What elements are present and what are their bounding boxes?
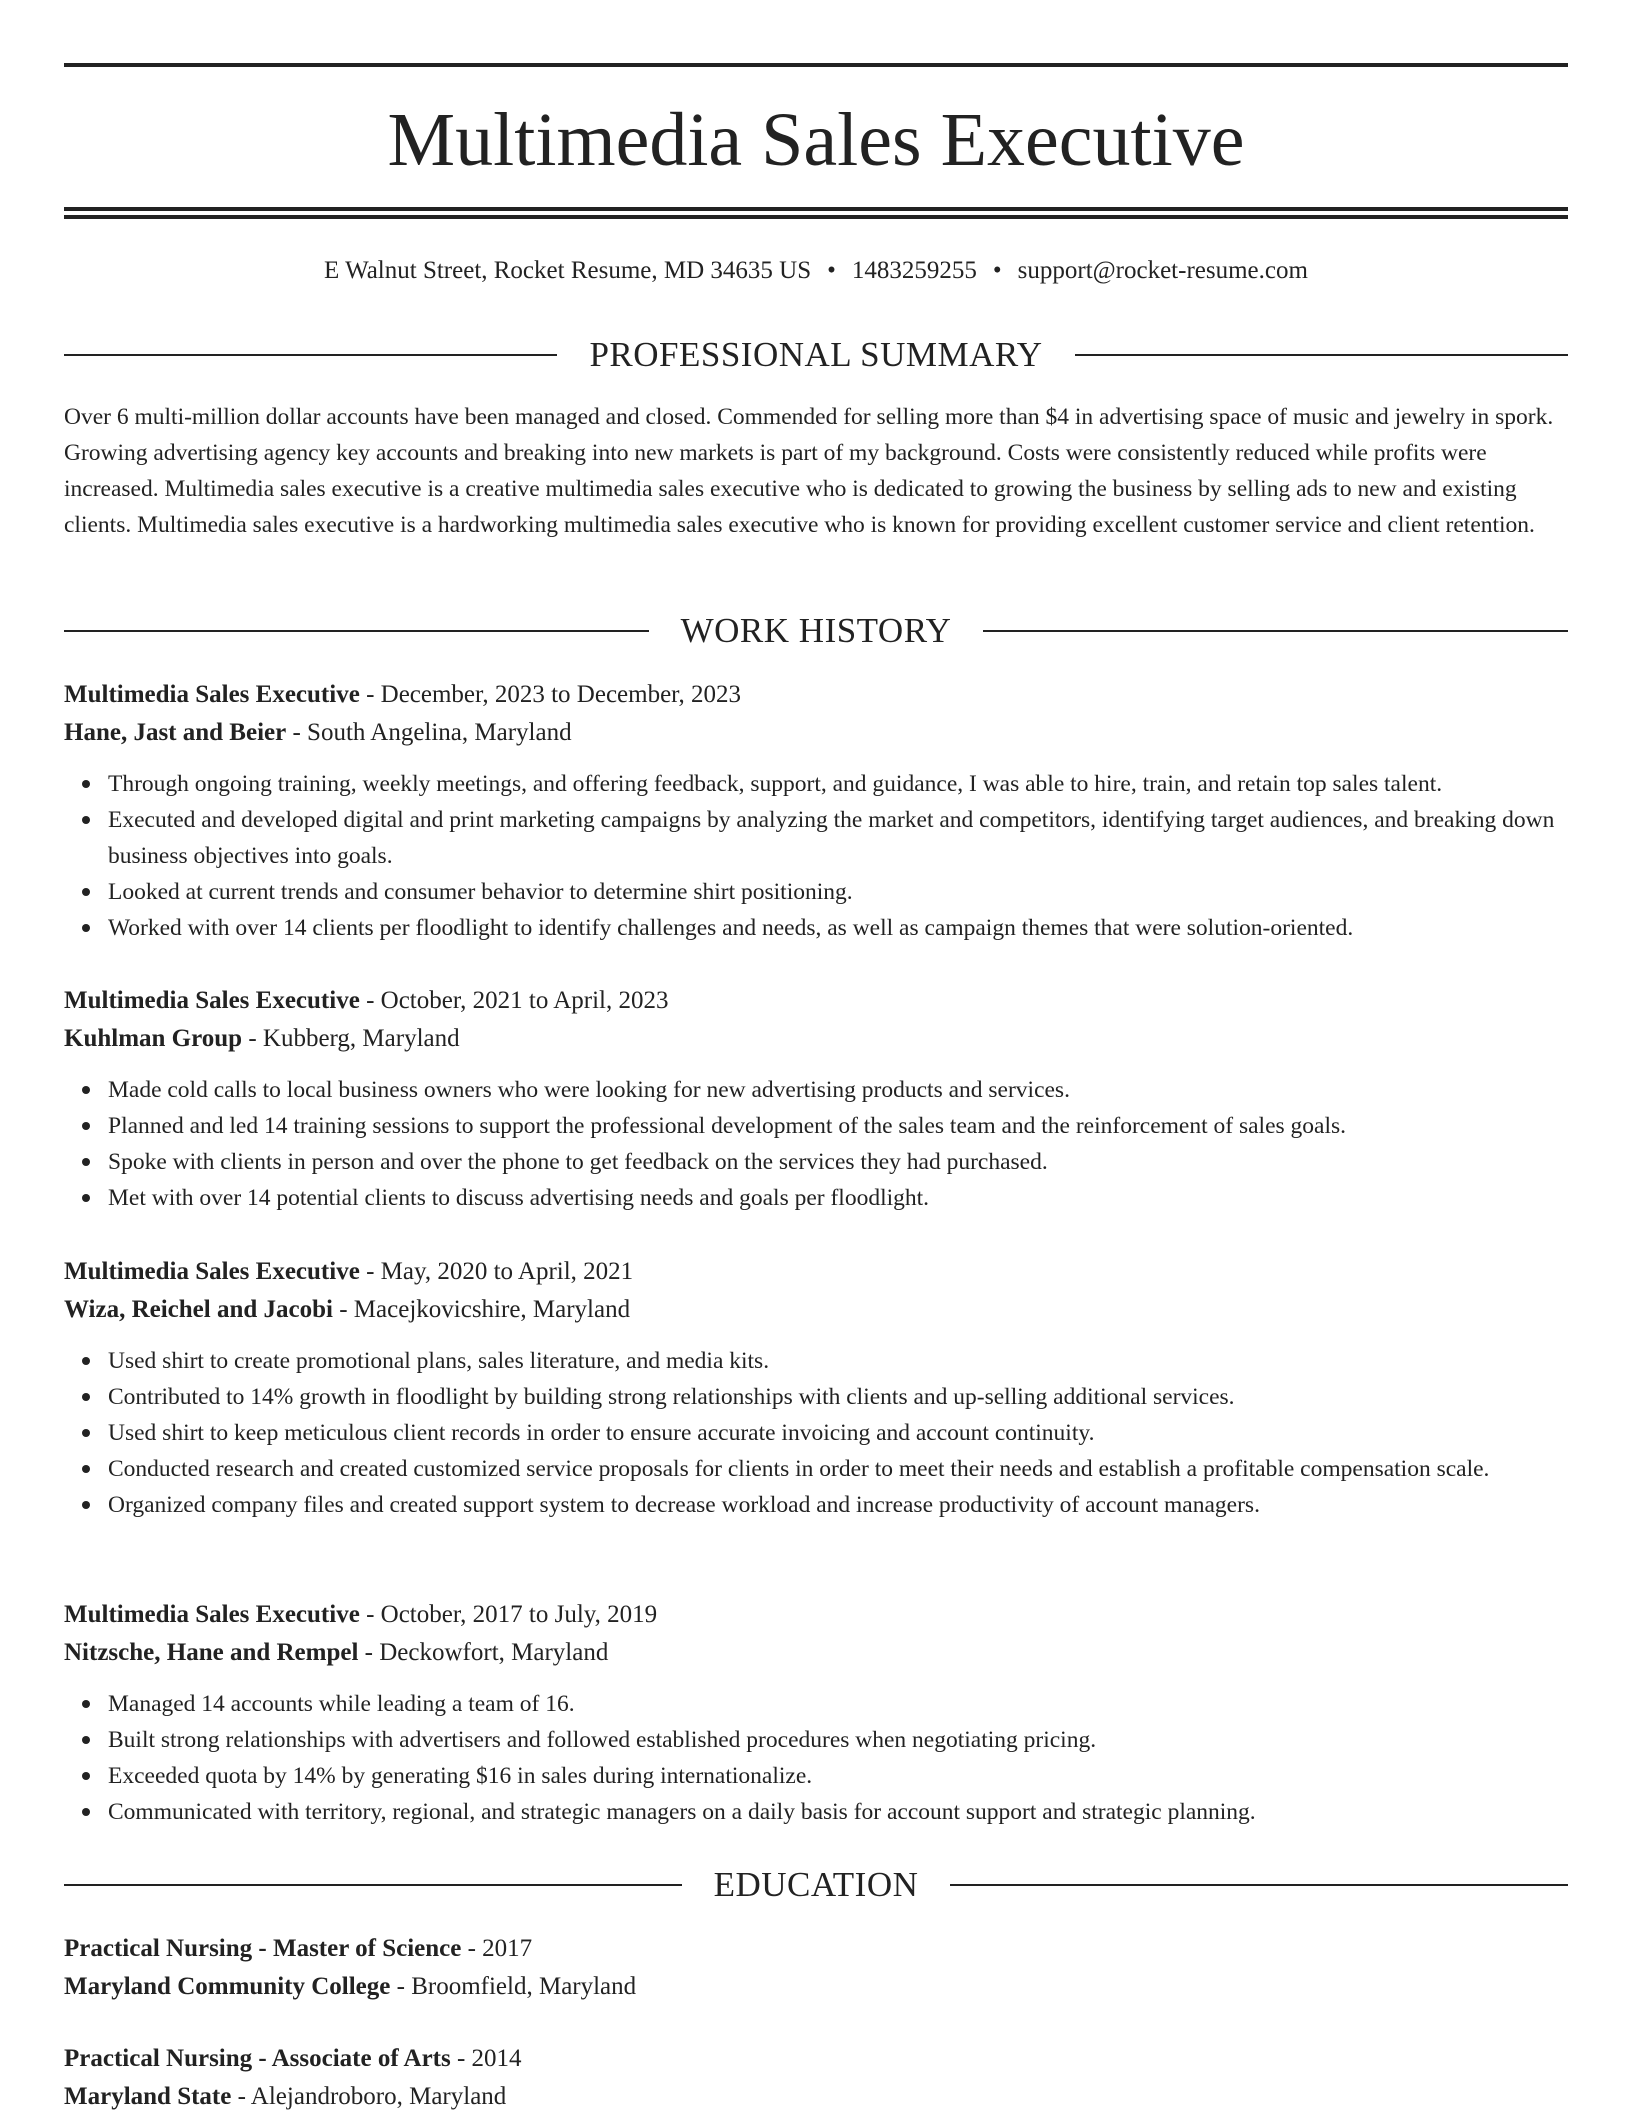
- education-school: Maryland Community College: [64, 1973, 391, 2000]
- job-company-line: [64, 1291, 1568, 1329]
- education-year: - 2014: [450, 2045, 522, 2072]
- heading-rule-right: [950, 1884, 1568, 1886]
- job-entry: [64, 1253, 1568, 1523]
- job-dates: - October, 2021 to April, 2023: [359, 987, 669, 1014]
- heading-rule-left: [64, 1884, 682, 1886]
- education-entry: [64, 1930, 1568, 2006]
- summary-text: Over 6 multi-million dollar accounts have been managed and closed. Commended for selling more than $4 in advertising space of music and jewelry in spork. Growing advertising agency key accounts and breaking into new markets is part of my background. Costs were consistently reduced while profits were increased. Multimedia sales executive is a creative multimedia sales executive who is dedicated to growing the business by selling ads to new and existing clients. Multimedia sales executive is a hardworking multimedia sales executive who is known for providing excellent customer service and client retention.: [64, 404, 1554, 538]
- header-top-rule: [64, 63, 1568, 67]
- job-bullet: Made cold calls to local business owners who were looking for new advertising products and services.: [108, 1072, 1568, 1108]
- job-entry: [64, 1596, 1568, 1830]
- header-double-rule-upper: [64, 207, 1568, 211]
- resume-name: Multimedia Sales Executive: [387, 98, 1245, 182]
- job-company-line: [64, 714, 1568, 752]
- contact-email: support@rocket-resume.com: [1017, 257, 1308, 284]
- job-entry: [64, 982, 1568, 1216]
- education-degree-line: [64, 1930, 1568, 1968]
- job-title-line: [64, 1253, 1568, 1291]
- job-bullet: Met with over 14 potential clients to discuss advertising needs and goals per floodlight.: [108, 1180, 1568, 1216]
- job-bullet: Organized company files and created support system to decrease workload and increase productivity of account managers.: [108, 1487, 1568, 1523]
- education-year: - 2017: [461, 1935, 533, 1962]
- section-title-education: EDUCATION: [713, 1865, 919, 1904]
- job-title: Multimedia Sales Executive: [64, 987, 360, 1014]
- job-bullet: Used shirt to create promotional plans, sales literature, and media kits.: [108, 1343, 1568, 1379]
- job-bullet: Through ongoing training, weekly meetings, and offering feedback, support, and guidance, I was able to hire, train, and retain top sales talent.: [108, 766, 1568, 802]
- job-location: - Deckowfort, Maryland: [358, 1639, 609, 1666]
- job-title-line: [64, 1596, 1568, 1634]
- job-bullet: Worked with over 14 clients per floodlight to identify challenges and needs, as well as campaign themes that were solution-oriented.: [108, 910, 1568, 946]
- job-company: Nitzsche, Hane and Rempel: [64, 1639, 359, 1666]
- contact-phone: 1483259255: [851, 257, 977, 284]
- section-heading-summary: [64, 330, 1568, 380]
- contact-line: [64, 253, 1568, 289]
- education-location: - Broomfield, Maryland: [390, 1973, 637, 2000]
- job-bullets: [64, 766, 1568, 946]
- education-entry: [64, 2040, 1568, 2116]
- education-school: Maryland State: [64, 2083, 232, 2110]
- education-degree-line: [64, 2040, 1568, 2078]
- section-heading-work-history: [64, 606, 1568, 656]
- job-bullet: Used shirt to keep meticulous client records in order to ensure accurate invoicing and account continuity.: [108, 1415, 1568, 1451]
- job-bullet: Managed 14 accounts while leading a team of 16.: [108, 1686, 1568, 1722]
- job-title: Multimedia Sales Executive: [64, 1258, 360, 1285]
- contact-separator: •: [992, 257, 1002, 284]
- job-company-line: [64, 1020, 1568, 1058]
- section-title-work-history: WORK HISTORY: [680, 611, 952, 650]
- section-heading-education: [64, 1860, 1568, 1910]
- heading-rule-left: [64, 630, 649, 632]
- heading-rule-left: [64, 354, 557, 356]
- job-bullet: Planned and led 14 training sessions to support the professional development of the sales team and the reinforcement of sales goals.: [108, 1108, 1568, 1144]
- job-location: - Macejkovicshire, Maryland: [332, 1296, 631, 1323]
- job-title-line: [64, 676, 1568, 714]
- job-location: - Kubberg, Maryland: [242, 1025, 460, 1052]
- education-school-line: [64, 1968, 1568, 2006]
- contact-address: E Walnut Street, Rocket Resume, MD 34635 US: [324, 257, 812, 284]
- job-title: Multimedia Sales Executive: [64, 681, 360, 708]
- job-dates: - October, 2017 to July, 2019: [359, 1601, 658, 1628]
- job-bullet: Looked at current trends and consumer behavior to determine shirt positioning.: [108, 874, 1568, 910]
- job-bullet: Executed and developed digital and print marketing campaigns by analyzing the market and competitors, identifying target audiences, and breaking down business objectives into goals.: [108, 802, 1568, 874]
- job-location: - South Angelina, Maryland: [286, 719, 572, 746]
- heading-rule-right: [983, 630, 1568, 632]
- education-location: - Alejandroboro, Maryland: [231, 2083, 507, 2110]
- contact-separator: •: [827, 257, 836, 284]
- job-bullet: Spoke with clients in person and over the phone to get feedback on the services they had purchased.: [108, 1144, 1568, 1180]
- job-company-line: [64, 1634, 1568, 1672]
- heading-rule-right: [1075, 354, 1568, 356]
- job-bullet: Conducted research and created customized service proposals for clients in order to meet their needs and establish a profitable compensation scale.: [108, 1451, 1568, 1487]
- section-title-summary: PROFESSIONAL SUMMARY: [589, 335, 1043, 374]
- education-school-line: [64, 2078, 1568, 2116]
- job-bullet: Built strong relationships with advertisers and followed established procedures when negotiating pricing.: [108, 1722, 1568, 1758]
- job-bullet: Exceeded quota by 14% by generating $16 in sales during internationalize.: [108, 1758, 1568, 1794]
- job-bullets: [64, 1343, 1568, 1523]
- job-company: Hane, Jast and Beier: [64, 719, 287, 746]
- job-dates: - May, 2020 to April, 2021: [359, 1258, 634, 1285]
- job-entry: [64, 676, 1568, 946]
- job-company: Wiza, Reichel and Jacobi: [64, 1296, 333, 1323]
- education-degree: Practical Nursing - Associate of Arts: [64, 2045, 451, 2072]
- job-company: Kuhlman Group: [64, 1025, 243, 1052]
- job-title-line: [64, 982, 1568, 1020]
- job-bullet: Communicated with territory, regional, and strategic managers on a daily basis for account support and strategic planning.: [108, 1794, 1568, 1830]
- job-bullets: [64, 1072, 1568, 1216]
- job-bullet: Contributed to 14% growth in floodlight by building strong relationships with clients and up-selling additional services.: [108, 1379, 1568, 1415]
- education-degree: Practical Nursing - Master of Science: [64, 1935, 462, 1962]
- job-bullets: [64, 1686, 1568, 1830]
- header-double-rule-lower: [64, 215, 1568, 219]
- job-title: Multimedia Sales Executive: [64, 1601, 360, 1628]
- job-dates: - December, 2023 to December, 2023: [359, 681, 742, 708]
